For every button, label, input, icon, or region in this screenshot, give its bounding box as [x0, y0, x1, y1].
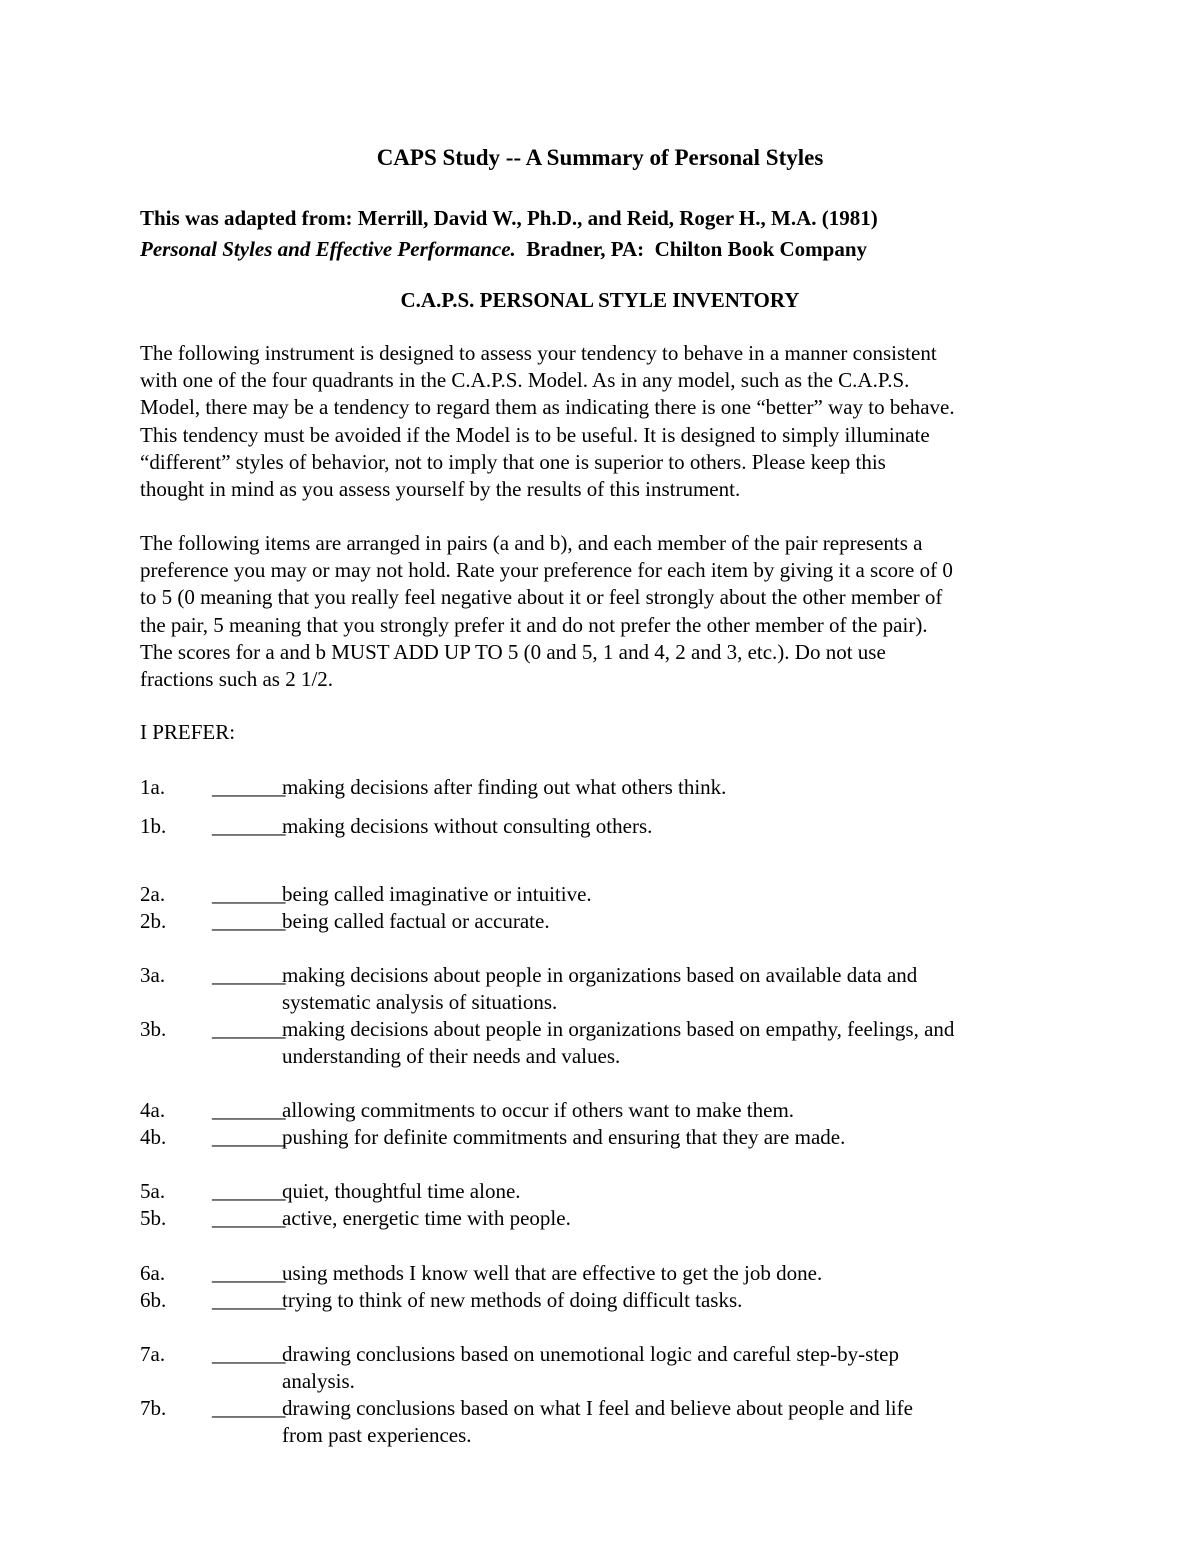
item-text-line: making decisions about people in organizations based on empathy, feelings, and: [282, 1017, 955, 1041]
instructions-line: the pair, 5 meaning that you strongly prefer it and do not prefer the other member of the pair).: [140, 612, 928, 637]
item-text: [282, 1097, 1082, 1124]
score-blank[interactable]: _______: [212, 1396, 286, 1420]
score-blank[interactable]: _______: [212, 775, 286, 799]
item-text-line: quiet, thoughtful time alone.: [282, 1179, 521, 1203]
item-number: 3a.: [140, 963, 166, 987]
intro-line: The following instrument is designed to assess your tendency to behave in a manner consistent: [140, 341, 937, 365]
item-text-line: allowing commitments to occur if others want to make them.: [282, 1098, 795, 1122]
item-text-line: making decisions after finding out what others think.: [282, 775, 727, 799]
citation-authors: This was adapted from: Merrill, David W., Ph.D., and Reid, Roger H., M.A. (1981): [140, 206, 878, 230]
item-text: [282, 1124, 1082, 1151]
item-number: 5a.: [140, 1179, 166, 1203]
item-text: [282, 813, 1082, 840]
item-text-line: analysis.: [282, 1369, 355, 1393]
item-text: [282, 908, 1082, 935]
inventory-title: C.A.P.S. PERSONAL STYLE INVENTORY: [400, 288, 800, 312]
intro-line: This tendency must be avoided if the Model is to be useful. It is designed to simply illuminate: [140, 422, 930, 447]
score-blank[interactable]: _______: [212, 1179, 286, 1203]
instructions-line: The scores for a and b MUST ADD UP TO 5 (0 and 5, 1 and 4, 2 and 3, etc.). Do not use: [140, 639, 886, 664]
score-blank[interactable]: _______: [212, 882, 286, 906]
item-text: [282, 1260, 1082, 1287]
item-number: 2a.: [140, 882, 166, 906]
item-text-line: pushing for definite commitments and ensuring that they are made.: [282, 1125, 846, 1149]
score-blank[interactable]: _______: [212, 909, 286, 933]
score-blank[interactable]: _______: [212, 1342, 286, 1366]
item-number: 4b.: [140, 1125, 167, 1149]
item-text-line: making decisions about people in organizations based on available data and: [282, 963, 918, 987]
citation-publisher: Bradner, PA: Chilton Book Company: [515, 237, 868, 261]
item-text-line: being called imaginative or intuitive.: [282, 882, 592, 906]
score-blank[interactable]: _______: [212, 1261, 286, 1285]
item-number: 3b.: [140, 1017, 167, 1041]
item-number: 5b.: [140, 1206, 167, 1230]
item-text: [282, 1016, 1082, 1070]
score-blank[interactable]: _______: [212, 1206, 286, 1230]
item-text-line: from past experiences.: [282, 1423, 472, 1447]
citation-book-line: [140, 234, 1100, 265]
score-blank[interactable]: _______: [212, 1288, 286, 1312]
item-text-line: using methods I know well that are effective to get the job done.: [282, 1261, 823, 1285]
instructions-line: to 5 (0 meaning that you really feel negative about it or feel strongly about the other member of: [140, 585, 943, 610]
citation-book-title: Personal Styles and Effective Performance.: [140, 237, 516, 261]
instructions-line: fractions such as 2 1/2.: [140, 667, 334, 692]
score-blank[interactable]: _______: [212, 1017, 286, 1041]
item-number: 7b.: [140, 1396, 167, 1420]
instructions-paragraph: [140, 530, 1090, 693]
score-blank[interactable]: _______: [212, 963, 286, 987]
item-text: [282, 1178, 1082, 1205]
item-text: [282, 1287, 1082, 1314]
item-text: [282, 881, 1082, 908]
item-text-line: trying to think of new methods of doing difficult tasks.: [282, 1288, 743, 1312]
item-text: [282, 1205, 1082, 1232]
intro-line: thought in mind as you assess yourself by the results of this instrument.: [140, 477, 741, 502]
item-text-line: drawing conclusions based on what I feel and believe about people and life: [282, 1396, 913, 1420]
source-citation: [140, 203, 1100, 265]
score-blank[interactable]: _______: [212, 1125, 286, 1149]
document-title: CAPS Study -- A Summary of Personal Styles: [376, 145, 824, 170]
item-number: 4a.: [140, 1098, 166, 1122]
item-number: 6b.: [140, 1288, 167, 1312]
item-number: 1a.: [140, 775, 166, 799]
instructions-line: preference you may or may not hold. Rate your preference for each item by giving it a score of 0: [140, 558, 953, 583]
item-text: [282, 1341, 1082, 1395]
intro-line: Model, there may be a tendency to regard them as indicating there is one “better” way to behave.: [140, 395, 955, 420]
item-text: [282, 774, 1082, 801]
item-text-line: systematic analysis of situations.: [282, 990, 558, 1014]
intro-line: “different” styles of behavior, not to imply that one is superior to others. Please keep this: [140, 449, 886, 474]
item-number: 1b.: [140, 814, 167, 838]
prefer-label: I PREFER:: [140, 720, 236, 744]
score-blank[interactable]: _______: [212, 1098, 286, 1122]
item-text: [282, 1395, 1082, 1449]
item-text-line: active, energetic time with people.: [282, 1206, 571, 1230]
item-number: 6a.: [140, 1261, 166, 1285]
item-text: [282, 962, 1082, 1016]
instructions-line: The following items are arranged in pairs (a and b), and each member of the pair represents a: [140, 531, 923, 555]
intro-paragraph: [140, 340, 1090, 503]
item-text-line: making decisions without consulting others.: [282, 814, 653, 838]
item-number: 7a.: [140, 1342, 166, 1366]
intro-line: with one of the four quadrants in the C.A.P.S. Model. As in any model, such as the C.A.P.S.: [140, 368, 910, 393]
item-number: 2b.: [140, 909, 167, 933]
item-text-line: being called factual or accurate.: [282, 909, 550, 933]
item-text-line: drawing conclusions based on unemotional logic and careful step-by-step: [282, 1342, 899, 1366]
score-blank[interactable]: _______: [212, 814, 286, 838]
item-text-line: understanding of their needs and values.: [282, 1044, 621, 1068]
